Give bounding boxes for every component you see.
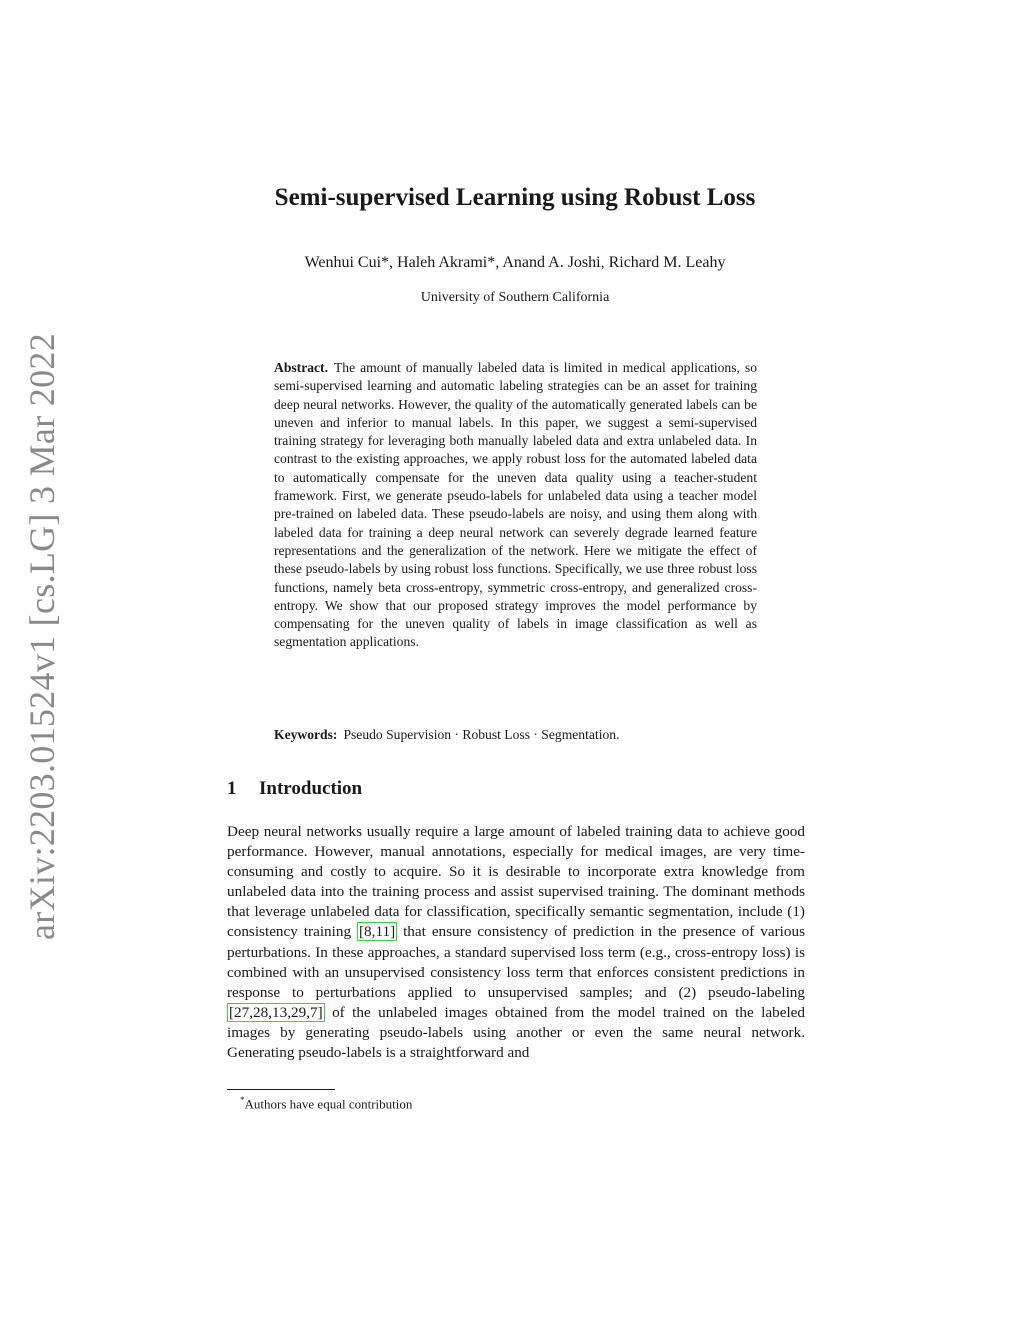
arxiv-identifier-stamp: arXiv:2203.01524v1 [cs.LG] 3 Mar 2022 <box>22 333 62 940</box>
footnote-text: Authors have equal contribution <box>244 1096 413 1112</box>
footnote-marker: * <box>240 1095 245 1105</box>
section-title: Introduction <box>259 778 363 799</box>
section-heading-introduction <box>227 778 362 800</box>
keywords-label: Keywords: <box>274 727 338 742</box>
introduction-paragraph <box>227 822 805 1063</box>
citation-link[interactable]: [8,11] <box>359 923 396 941</box>
author-list: Wenhui Cui*, Haleh Akrami*, Anand A. Joshi, Richard M. Leahy <box>304 254 726 271</box>
citation-link[interactable]: [27,28,13,29,7] <box>229 1003 323 1021</box>
abstract-label: Abstract. <box>274 360 328 375</box>
keywords-text: Pseudo Supervision · Robust Loss · Segmentation. <box>343 727 620 742</box>
keywords <box>274 726 757 744</box>
footnote-divider <box>227 1089 335 1090</box>
abstract <box>274 359 757 652</box>
section-number: 1 <box>227 778 237 799</box>
intro-text-part3: of the unlabeled images obtained from the model trained on the labeled images by generating pseudo-labels using another or even the same neural network. Generating pseudo-labels is a straightforward and <box>227 1003 805 1062</box>
footnote <box>240 1095 412 1112</box>
affiliation: University of Southern California <box>420 290 610 305</box>
intro-text-part1: Deep neural networks usually require a large amount of labeled training data to achieve good performance. However, manual annotations, especially for medical images, are very time-consuming and costly to acquire. So it is desirable to incorporate extra knowledge from unlabeled data into the training process and assist supervised training. The dominant methods that leverage unlabeled data for classification, specifically semantic segmentation, include (1) consistency training <box>227 823 805 941</box>
intro-text-part2: that ensure consistency of prediction in the presence of various perturbations. In these approaches, a standard supervised loss term (e.g., cross-entropy loss) is combined with an unsupervised consistency loss term that enforces consistent predictions in response to perturbations applied to unsupervised samples; and (2) pseudo-labeling <box>227 923 805 1001</box>
paper-title: Semi-supervised Learning using Robust Loss <box>274 184 756 211</box>
abstract-text: The amount of manually labeled data is limited in medical applications, so semi-supervised learning and automatic labeling strategies can be an asset for training deep neural networks. However, the quality of the automatically generated labels can be uneven and inferior to manual labels. In this paper, we suggest a semi-supervised training strategy for leveraging both manually labeled data and extra unlabeled data. In contrast to the existing approaches, we apply robust loss for the automated labeled data to automatically compensate for the uneven data quality using a teacher-student framework. First, we generate pseudo-labels for unlabeled data using a teacher model pre-trained on labeled data. These pseudo-labels are noisy, and using them along with labeled data for training a deep neural network can severely degrade learned feature representations and the generalization of the network. Here we mitigate the effect of these pseudo-labels by using robust loss functions. Specifically, we use three robust loss functions, namely beta cross-entropy, symmetric cross-entropy, and generalized cross-entropy. We show that our proposed strategy improves the model performance by compensating for the uneven quality of labels in image classification as well as segmentation applications. <box>274 360 757 650</box>
